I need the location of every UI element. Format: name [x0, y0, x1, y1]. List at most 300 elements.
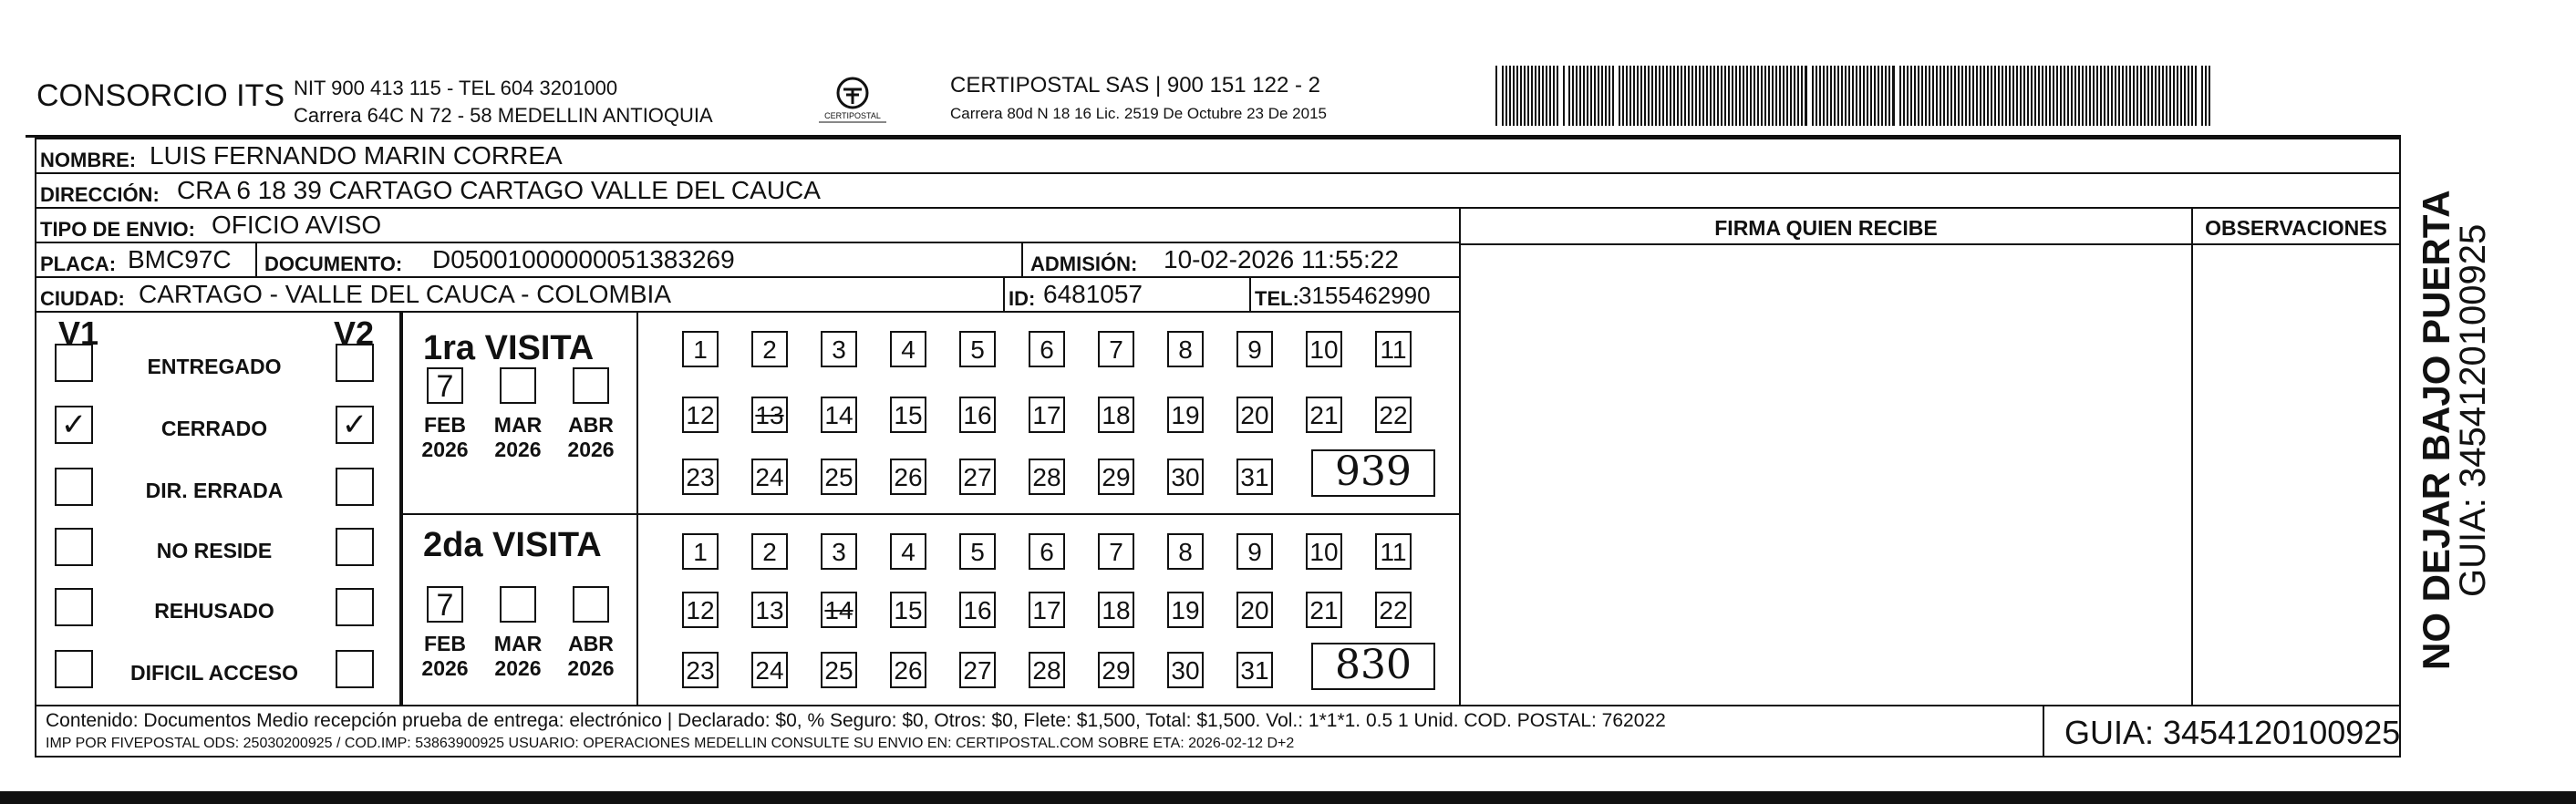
- barcode-bar: [1702, 66, 1704, 126]
- day-box[interactable]: 8: [1167, 533, 1204, 570]
- day-box[interactable]: 2: [751, 533, 788, 570]
- day-box[interactable]: 22: [1375, 397, 1412, 433]
- logo-text: CERTIPOSTAL: [824, 111, 881, 120]
- day-box[interactable]: 5: [959, 533, 996, 570]
- day-box[interactable]: 25: [821, 459, 857, 495]
- nit-line: NIT 900 413 115 - TEL 604 3201000: [294, 77, 618, 99]
- visit2-panel: [401, 513, 1461, 706]
- barcode-bar: [1629, 66, 1631, 126]
- day-box[interactable]: 9: [1236, 331, 1273, 367]
- barcode-bar: [1644, 66, 1646, 126]
- barcode-bar: [2067, 66, 2069, 126]
- month-label: [491, 632, 545, 681]
- day-box[interactable]: 15: [890, 592, 926, 628]
- barcode-bar: [1535, 66, 1536, 126]
- v2-checkbox[interactable]: [336, 588, 374, 626]
- barcode-bar: [1601, 66, 1603, 126]
- ciudad-value: CARTAGO - VALLE DEL CAUCA - COLOMBIA: [139, 280, 671, 308]
- barcode-bar: [1549, 66, 1551, 126]
- barcode-bar: [1553, 66, 1555, 126]
- day-box[interactable]: 7: [1098, 331, 1134, 367]
- divider: [636, 313, 638, 513]
- barcode-bar: [2038, 66, 2040, 126]
- barcode-bar: [1961, 66, 1963, 126]
- barcode-bar: [1662, 66, 1664, 126]
- nombre-value: LUIS FERNANDO MARIN CORREA: [150, 141, 563, 170]
- day-box[interactable]: 20: [1236, 592, 1273, 628]
- month-label: [418, 632, 472, 681]
- barcode-bar: [1677, 66, 1679, 126]
- barcode-bar: [1609, 66, 1610, 126]
- status-panel: [35, 311, 401, 706]
- day-box[interactable]: 4: [890, 331, 926, 367]
- barcode-bar: [1940, 66, 1941, 126]
- day-box[interactable]: 4: [890, 533, 926, 570]
- day-box[interactable]: 3: [821, 533, 857, 570]
- barcode-bar: [1826, 66, 1828, 126]
- barcode-bar: [1626, 66, 1628, 126]
- day-box[interactable]: 6: [1029, 533, 1065, 570]
- id-label: ID:: [1009, 287, 1036, 310]
- barcode-bar: [1579, 66, 1581, 126]
- nombre-row: [35, 138, 2401, 174]
- direccion-row: [35, 172, 2401, 209]
- barcode-bar: [1590, 66, 1592, 126]
- day-box[interactable]: 11: [1375, 533, 1412, 570]
- month-checkbox[interactable]: [573, 367, 609, 404]
- day-box[interactable]: 5: [959, 331, 996, 367]
- v1-checkbox[interactable]: ✓: [55, 406, 93, 444]
- month-year: 2026: [567, 438, 615, 461]
- barcode-bar: [1684, 66, 1686, 126]
- barcode-bar: [1910, 66, 1912, 126]
- barcode-bar: [2045, 66, 2047, 126]
- barcode-bar: [1954, 66, 1956, 126]
- barcode-bar: [1732, 66, 1733, 126]
- tipo-label: TIPO DE ENVIO:: [40, 218, 195, 241]
- footer-guia: GUIA: 3454120100925: [2064, 714, 2401, 751]
- barcode-bar: [1659, 66, 1660, 126]
- divider: [255, 243, 257, 276]
- barcode-bar: [1834, 66, 1836, 126]
- barcode-bar: [1542, 66, 1544, 126]
- visit2-title: 2da VISITA: [423, 526, 602, 564]
- barcode-bar: [2133, 66, 2135, 126]
- barcode-bar: [1892, 66, 1895, 126]
- firma-label: FIRMA QUIEN RECIBE: [1714, 216, 1938, 240]
- visit1-panel: [401, 311, 1461, 515]
- handwritten-time: 939: [1311, 449, 1435, 497]
- day-box[interactable]: 24: [751, 652, 788, 688]
- barcode-bar: [2122, 66, 2124, 126]
- barcode-bar: [1757, 66, 1759, 126]
- day-box[interactable]: 1: [682, 533, 719, 570]
- barcode-bar: [2020, 66, 2022, 126]
- barcode-bar: [2115, 66, 2116, 126]
- barcode-bar: [2089, 66, 2091, 126]
- barcode-bar: [1830, 66, 1832, 126]
- barcode-bar: [2126, 66, 2127, 126]
- nombre-label: NOMBRE:: [40, 149, 137, 171]
- barcode-bar: [2074, 66, 2076, 126]
- barcode-bar: [1509, 66, 1511, 126]
- barcode-bar: [1786, 66, 1788, 126]
- barcode-bar: [2042, 66, 2043, 126]
- barcode-bar: [1819, 66, 1821, 126]
- tel-value: 3155462990: [1298, 282, 1431, 309]
- barcode-bar: [1936, 66, 1938, 126]
- month-year: 2026: [494, 438, 542, 461]
- tipo-value: OFICIO AVISO: [212, 211, 382, 239]
- barcode-bar: [1972, 66, 1974, 126]
- day-box[interactable]: 16: [959, 397, 996, 433]
- barcode-bar: [2023, 66, 2025, 126]
- barcode-bar: [1743, 66, 1744, 126]
- barcode-bar: [1527, 66, 1529, 126]
- day-box[interactable]: 9: [1236, 533, 1273, 570]
- barcode-bar: [1516, 66, 1518, 126]
- day-box[interactable]: 13: [751, 592, 788, 628]
- month-name: ABR: [568, 413, 614, 437]
- month-name: MAR: [493, 632, 543, 655]
- barcode-bar: [1797, 66, 1799, 126]
- month-year: 2026: [421, 438, 469, 461]
- ciudad-row: [35, 276, 1461, 313]
- day-box[interactable]: 27: [959, 459, 996, 495]
- barcode-bar: [1622, 66, 1624, 126]
- barcode-bar: [1495, 66, 1497, 126]
- barcode-bar: [2107, 66, 2109, 126]
- barcode-bar: [1991, 66, 1992, 126]
- barcode-bar: [2016, 66, 2018, 126]
- divider: [1021, 243, 1023, 276]
- barcode-bar: [1710, 66, 1712, 126]
- barcode-bar: [1640, 66, 1642, 126]
- barcode-bar: [2031, 66, 2033, 126]
- day-box[interactable]: 7: [1098, 533, 1134, 570]
- day-box[interactable]: 28: [1029, 652, 1065, 688]
- barcode-bar: [1761, 66, 1763, 126]
- direccion-value: CRA 6 18 39 CARTAGO CARTAGO VALLE DEL CAUCA: [177, 176, 821, 204]
- admision-label: ADMISIÓN:: [1030, 253, 1138, 275]
- footer: [35, 705, 2401, 758]
- day-box[interactable]: 12: [682, 592, 719, 628]
- barcode-bar: [1947, 66, 1949, 126]
- barcode-bar: [1513, 66, 1515, 126]
- barcode-bar: [1779, 66, 1781, 126]
- barcode-bar: [1987, 66, 1989, 126]
- barcode-bar: [1576, 66, 1578, 126]
- barcode-bar: [1563, 66, 1565, 126]
- barcode-bar: [1921, 66, 1923, 126]
- v1-checkbox[interactable]: [55, 588, 93, 626]
- barcode-bar: [2136, 66, 2138, 126]
- day-box[interactable]: 19: [1167, 397, 1204, 433]
- divider: [1461, 243, 2191, 245]
- placa-value: BMC97C: [128, 245, 232, 273]
- barcode-bar: [2096, 66, 2098, 126]
- divider: [2193, 243, 2399, 245]
- v2-checkbox[interactable]: [336, 344, 374, 382]
- barcode-bar: [1572, 66, 1574, 126]
- day-box[interactable]: 20: [1236, 397, 1273, 433]
- barcode-bar: [2049, 66, 2051, 126]
- day-box[interactable]: 16: [959, 592, 996, 628]
- barcode-bar: [1673, 66, 1675, 126]
- barcode-bar: [2173, 66, 2175, 126]
- barcode-bar: [1648, 66, 1650, 126]
- month-year: 2026: [421, 656, 469, 680]
- status-label: REHUSADO: [154, 599, 274, 623]
- barcode-bar: [1520, 66, 1522, 126]
- day-box[interactable]: 31: [1236, 652, 1273, 688]
- day-box[interactable]: 21: [1306, 397, 1342, 433]
- barcode-bar: [2082, 66, 2084, 126]
- divider: [2043, 706, 2044, 756]
- month-checkbox[interactable]: [500, 586, 536, 623]
- tel-label: TEL:: [1255, 287, 1299, 310]
- id-value: 6481057: [1043, 280, 1143, 308]
- day-box[interactable]: 11: [1375, 331, 1412, 367]
- day-box[interactable]: 29: [1098, 652, 1134, 688]
- v1-checkbox[interactable]: [55, 468, 93, 506]
- v1-checkbox[interactable]: [55, 344, 93, 382]
- firma-panel[interactable]: [1459, 207, 2193, 706]
- day-box[interactable]: 1: [682, 331, 719, 367]
- barcode-bar: [1524, 66, 1526, 126]
- status-label: NO RESIDE: [156, 539, 273, 562]
- barcode-bar: [1870, 66, 1872, 126]
- barcode-bar: [1983, 66, 1985, 126]
- barcode-bar: [1929, 66, 1930, 126]
- barcode-bar: [2188, 66, 2189, 126]
- barcode-bar: [1790, 66, 1792, 126]
- barcode-bar: [2180, 66, 2182, 126]
- barcode-bar: [1735, 66, 1737, 126]
- barcode-bar: [2205, 66, 2207, 126]
- day-box[interactable]: 6: [1029, 331, 1065, 367]
- tipo-row: [35, 207, 1461, 243]
- barcode-bar: [1695, 66, 1697, 126]
- day-box[interactable]: 22: [1375, 592, 1412, 628]
- observaciones-label: OBSERVACIONES: [2205, 216, 2387, 240]
- day-box[interactable]: 10: [1306, 533, 1342, 570]
- barcode-bar: [2002, 66, 2003, 126]
- day-box[interactable]: 23: [682, 652, 719, 688]
- status-label: ENTREGADO: [147, 355, 282, 378]
- month-year: 2026: [494, 656, 542, 680]
- barcode-bar: [1848, 66, 1850, 126]
- barcode-bar: [1633, 66, 1635, 126]
- barcode-bar: [1502, 66, 1504, 126]
- month-checkbox[interactable]: 7: [427, 586, 463, 623]
- day-box[interactable]: 8: [1167, 331, 1204, 367]
- barcode-bar: [1958, 66, 1960, 126]
- barcode-bar: [1903, 66, 1905, 126]
- barcode-bar: [1801, 66, 1803, 126]
- v2-checkbox[interactable]: [336, 528, 374, 566]
- barcode-bar: [1699, 66, 1701, 126]
- day-box[interactable]: 17: [1029, 592, 1065, 628]
- status-label: DIFICIL ACCESO: [129, 661, 298, 685]
- barcode-bar: [1918, 66, 1919, 126]
- day-box-marked[interactable]: 13: [751, 397, 788, 433]
- barcode-bar: [2201, 66, 2203, 126]
- admision-value: 10-02-2026 11:55:22: [1164, 245, 1399, 273]
- barcode-bar: [1914, 66, 1916, 126]
- day-box[interactable]: 18: [1098, 592, 1134, 628]
- barcode-bar: [2078, 66, 2080, 126]
- barcode-bar: [2140, 66, 2142, 126]
- barcode-bar: [2151, 66, 2153, 126]
- barcode-bar: [2056, 66, 2058, 126]
- day-box[interactable]: 19: [1167, 592, 1204, 628]
- barcode-bar: [1885, 66, 1887, 126]
- barcode-bar: [1531, 66, 1533, 126]
- month-checkbox[interactable]: [500, 367, 536, 404]
- day-box[interactable]: 18: [1098, 397, 1134, 433]
- month-label: [491, 413, 545, 462]
- barcode-bar: [2144, 66, 2146, 126]
- barcode-bar: [1598, 66, 1599, 126]
- day-box[interactable]: 3: [821, 331, 857, 367]
- day-box[interactable]: 21: [1306, 592, 1342, 628]
- month-checkbox[interactable]: [573, 586, 609, 623]
- barcode-bar: [2064, 66, 2065, 126]
- footer-imp: IMP POR FIVEPOSTAL ODS: 25030200925 / COD.IMP: 53863900925 USUARIO: OPERACIONES MEDELLIN CONSULTE SU ENVIO EN: CERTIPOSTAL.COM SOBRE ETA: 2026-02-12 D+2: [46, 736, 1295, 751]
- barcode-bar: [1976, 66, 1978, 126]
- barcode-bar: [1965, 66, 1967, 126]
- barcode-bar: [2012, 66, 2014, 126]
- divider: [636, 515, 638, 705]
- documento-label: DOCUMENTO:: [264, 253, 403, 275]
- status-label: DIR. ERRADA: [145, 479, 284, 502]
- barcode-bar: [2104, 66, 2105, 126]
- barcode-bar: [1717, 66, 1719, 126]
- bottom-edge: [0, 791, 2576, 804]
- barcode-bar: [1783, 66, 1785, 126]
- handwritten-time: 830: [1311, 643, 1435, 690]
- barcode-bar: [2177, 66, 2178, 126]
- barcode-bar: [2155, 66, 2157, 126]
- day-box-marked[interactable]: 14: [821, 592, 857, 628]
- day-box[interactable]: 25: [821, 652, 857, 688]
- day-box[interactable]: 23: [682, 459, 719, 495]
- direccion-label: DIRECCIÓN:: [40, 183, 160, 206]
- company-name: CONSORCIO ITS: [36, 78, 285, 113]
- no-dejar-bajo-puerta: NO DEJAR BAJO PUERTA: [2415, 190, 2457, 670]
- day-box[interactable]: 30: [1167, 459, 1204, 495]
- day-box[interactable]: 2: [751, 331, 788, 367]
- barcode-bar: [1856, 66, 1857, 126]
- barcode-bar: [1932, 66, 1934, 126]
- barcode-bar: [1950, 66, 1952, 126]
- barcode-bar: [1583, 66, 1585, 126]
- month-label: [564, 413, 618, 462]
- barcode-bar: [1746, 66, 1748, 126]
- barcode-bar: [1812, 66, 1814, 126]
- barcode-bar: [1841, 66, 1843, 126]
- v2-checkbox[interactable]: [336, 468, 374, 506]
- barcode-bar: [1721, 66, 1723, 126]
- day-box[interactable]: 30: [1167, 652, 1204, 688]
- barcode-bar: [1943, 66, 1945, 126]
- barcode-bar: [1805, 66, 1807, 126]
- company-info: [294, 75, 713, 129]
- month-name: FEB: [424, 413, 466, 437]
- barcode-bar: [1845, 66, 1847, 126]
- barcode-bar: [2060, 66, 2062, 126]
- day-box[interactable]: 28: [1029, 459, 1065, 495]
- v1-checkbox[interactable]: [55, 528, 93, 566]
- barcode-bar: [2071, 66, 2073, 126]
- barcode-bar: [1772, 66, 1774, 126]
- barcode-bar: [1651, 66, 1653, 126]
- day-box[interactable]: 10: [1306, 331, 1342, 367]
- barcode-bar: [1980, 66, 1981, 126]
- barcode-bar: [1546, 66, 1547, 126]
- day-box[interactable]: 12: [682, 397, 719, 433]
- barcode-bar: [1605, 66, 1607, 126]
- barcode-bar: [1655, 66, 1657, 126]
- month-checkbox[interactable]: 7: [427, 367, 463, 404]
- company-address: Carrera 64C N 72 - 58 MEDELLIN ANTIOQUIA: [294, 104, 713, 127]
- ciudad-label: CIUDAD:: [40, 287, 125, 310]
- barcode-bar: [1706, 66, 1708, 126]
- barcode-bar: [1768, 66, 1770, 126]
- barcode-bar: [1681, 66, 1682, 126]
- day-box[interactable]: 14: [821, 397, 857, 433]
- month-name: ABR: [568, 632, 614, 655]
- day-box[interactable]: 29: [1098, 459, 1134, 495]
- observaciones-panel[interactable]: [2191, 207, 2401, 706]
- barcode-bar: [2027, 66, 2029, 126]
- day-box[interactable]: 15: [890, 397, 926, 433]
- barcode-bar: [1794, 66, 1795, 126]
- barcode-bar: [1538, 66, 1540, 126]
- barcode-bar: [1764, 66, 1766, 126]
- barcode-bar: [1863, 66, 1865, 126]
- day-box[interactable]: 26: [890, 459, 926, 495]
- documento-value: D05001000000051383269: [432, 245, 735, 273]
- day-box[interactable]: 31: [1236, 459, 1273, 495]
- v1-checkbox[interactable]: [55, 650, 93, 688]
- visit1-title: 1ra VISITA: [423, 329, 595, 367]
- barcode-bar: [2009, 66, 2011, 126]
- v2-checkbox[interactable]: ✓: [336, 406, 374, 444]
- barcode-bar: [1587, 66, 1588, 126]
- barcode-bar: [1816, 66, 1817, 126]
- barcode: [1495, 66, 2216, 126]
- barcode-bar: [2100, 66, 2102, 126]
- barcode-bar: [2129, 66, 2131, 126]
- barcode-bar: [2162, 66, 2164, 126]
- v2-checkbox[interactable]: [336, 650, 374, 688]
- barcode-bar: [1750, 66, 1752, 126]
- divider: [1003, 278, 1005, 311]
- day-box[interactable]: 17: [1029, 397, 1065, 433]
- day-box[interactable]: 27: [959, 652, 996, 688]
- day-box[interactable]: 24: [751, 459, 788, 495]
- barcode-bar: [1852, 66, 1854, 126]
- barcode-bar: [1899, 66, 1901, 126]
- barcode-bar: [1594, 66, 1596, 126]
- barcode-bar: [1874, 66, 1876, 126]
- footer-contenido: Contenido: Documentos Medio recepción prueba de entrega: electrónico | Declarado: $0, % Seguro: $0, Otros: $0, Flete: $1,500, Total: $1,500. Vol.: 1*1*1. 0.5 1 Unid. COD. POSTAL: 762022: [46, 710, 1666, 731]
- barcode-bar: [2005, 66, 2007, 126]
- barcode-bar: [2053, 66, 2054, 126]
- day-box[interactable]: 26: [890, 652, 926, 688]
